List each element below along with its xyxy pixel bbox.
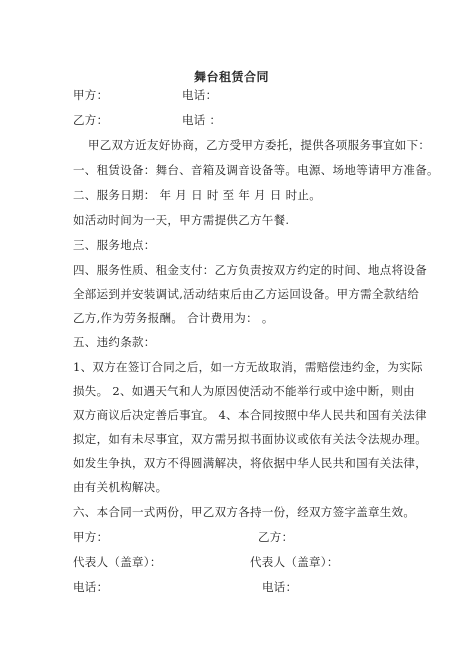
clause-service-location: 三、服务地点： xyxy=(73,238,156,252)
signature-phone-a: 电话： xyxy=(73,580,109,594)
signature-rep-b: 代表人（盖章）： xyxy=(250,555,339,569)
clause-service-date: 二、服务日期： 年 月 日 时 至 年 月 日 时止。 xyxy=(73,188,321,202)
signature-party-a: 甲方： xyxy=(73,530,109,544)
clause-breach-line-1: 1、双方在签订合同之后，如一方无故取消，需赔偿违约金，为实际 xyxy=(73,360,423,374)
party-a-label: 甲方： xyxy=(73,88,109,102)
clause-breach-line-2: 损失。 2、如遇天气和人为原因使活动不能举行或中途中断，则由 xyxy=(73,384,415,398)
intro-paragraph: 甲乙双方近友好协商，乙方受甲方委托，提供各项服务事宜如下： xyxy=(88,138,431,152)
party-a-phone-label: 电话： xyxy=(182,88,218,102)
signature-party-b: 乙方： xyxy=(258,530,294,544)
signature-phone-b: 电话： xyxy=(262,580,298,594)
clause-breach-line-3: 双方商议后决定善后事宜。 4、本合同按照中华人民共和国有关法律 xyxy=(73,408,427,422)
clause-breach-line-5: 如发生争执，双方不得圆满解决，将依据中华人民共和国有关法律， xyxy=(73,456,427,470)
clause-payment-line-1: 四、服务性质、租金支付：乙方负责按双方约定的时间、地点将设备 xyxy=(73,263,427,277)
party-b-phone-label: 电话 ： xyxy=(182,113,222,127)
document-title: 舞台租赁合同 xyxy=(193,70,269,84)
clause-payment-line-2: 全部运到并安装调试,活动结束后由乙方运回设备。甲方需全款结给 xyxy=(73,287,420,301)
signature-rep-a: 代表人（盖章）： xyxy=(73,555,162,569)
clause-payment-line-3: 乙方,作为劳务报酬。 合计费用为： 。 xyxy=(73,311,274,325)
party-b-label: 乙方： xyxy=(73,113,109,127)
clause-equipment: 一、租赁设备：舞台、音箱及调音设备等。电源、场地等请甲方准备。 xyxy=(73,163,439,177)
clause-copies: 六、本合同一式两份，甲乙双方各持一份，经双方签字盖章生效。 xyxy=(73,505,416,519)
clause-service-date-note: 如活动时间为一天，甲方需提供乙方午餐. xyxy=(73,213,290,227)
clause-breach-line-6: 由有关机构解决。 xyxy=(73,480,168,494)
clause-breach-line-4: 拟定，如有未尽事宜，双方需另拟书面协议或依有关法令法规办理。 xyxy=(73,432,427,446)
clause-breach-heading: 五、违约条款： xyxy=(73,335,156,349)
